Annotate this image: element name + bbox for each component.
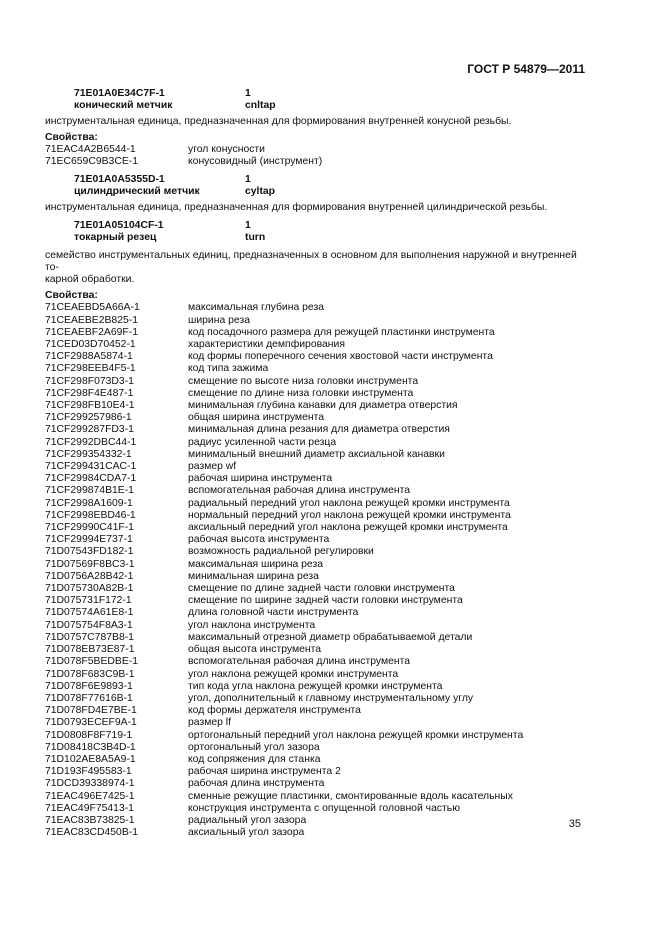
property-code: 71CEAEBF2A69F-1 xyxy=(45,326,138,338)
property-row xyxy=(45,595,585,607)
entry-description xyxy=(45,250,585,286)
entry-id: 71E01A05104CF-1 xyxy=(74,220,164,232)
entry-name: цилиндрический метчик xyxy=(74,186,200,198)
property-text: характеристики демпфирования xyxy=(188,339,345,351)
property-row xyxy=(45,571,585,583)
property-text: размер lf xyxy=(188,717,231,729)
property-row xyxy=(45,485,585,497)
property-code: 71EAC496E7425-1 xyxy=(45,790,135,802)
property-row xyxy=(45,388,585,400)
property-text: угол, дополнительный к главному инструментальному углу xyxy=(188,692,474,704)
property-code: 71CED03D70452-1 xyxy=(45,339,136,351)
property-code: 71D0756A28B42-1 xyxy=(45,570,134,582)
property-text: код формы поперечного сечения хвостовой части инструмента xyxy=(188,351,493,363)
property-code: 71EAC83B73825-1 xyxy=(45,814,135,826)
property-text: ширина реза xyxy=(188,314,250,326)
property-code: 71D078F683C9B-1 xyxy=(45,668,135,680)
property-row xyxy=(45,400,585,412)
property-code: 71D102AE8A5A9-1 xyxy=(45,753,136,765)
property-code: 71CF2998EBD46-1 xyxy=(45,509,136,521)
property-text: радиальный угол зазора xyxy=(188,814,307,826)
page-number: 35 xyxy=(568,818,581,830)
property-row xyxy=(45,473,585,485)
property-row xyxy=(45,510,585,522)
property-row xyxy=(45,461,585,473)
property-code: 71EAC4A2B6544-1 xyxy=(45,144,136,155)
property-row xyxy=(45,156,585,168)
property-text: вспомогательная рабочая длина инструмента xyxy=(188,485,411,497)
property-code: 71CF298F4E487-1 xyxy=(45,387,134,399)
standard-header: ГОСТ Р 54879—2011 xyxy=(467,62,585,76)
property-code: 71CF29994E737-1 xyxy=(45,534,133,546)
property-code: 71DCD39338974-1 xyxy=(45,778,135,790)
property-text: рабочая ширина инструмента 2 xyxy=(188,766,341,778)
property-row xyxy=(45,144,585,156)
property-code: 71CF2998A1609-1 xyxy=(45,497,133,509)
property-text: радиальный передний угол наклона режущей кромки инструмента xyxy=(188,497,510,509)
property-row xyxy=(45,717,585,729)
property-row xyxy=(45,424,585,436)
property-text: возможность радиальной регулировки xyxy=(188,546,374,558)
property-text: конусовидный (инструмент) xyxy=(188,156,323,168)
property-text: угол наклона режущей кромки инструмента xyxy=(188,668,399,680)
properties-list xyxy=(45,302,585,839)
entry-name: конический метчик xyxy=(74,100,173,111)
property-text: вспомогательная рабочая длина инструмента xyxy=(188,656,411,668)
property-code: 71CF299431CAC-1 xyxy=(45,461,137,473)
property-code: 71CF299354332-1 xyxy=(45,448,132,460)
entry-short-name: turn xyxy=(245,232,266,244)
entry-cylindrical-tap xyxy=(74,174,585,198)
property-text: максимальная глубина реза xyxy=(188,302,324,314)
property-code: 71D075730A82B-1 xyxy=(45,583,134,595)
entry-short-name: cyltap xyxy=(245,186,276,198)
property-code: 71D07543FD182-1 xyxy=(45,546,134,558)
property-row xyxy=(45,412,585,424)
property-text: смещение по ширине задней части головки инструмента xyxy=(188,595,463,607)
property-text: угол наклона инструмента xyxy=(188,619,316,631)
property-text: код типа зажима xyxy=(188,363,269,375)
property-text: код сопряжения для станка xyxy=(188,753,321,765)
property-row xyxy=(45,351,585,363)
description-line: семейство инструментальных единиц, предназначенных в основном для выполнения наружной и внутренней то- xyxy=(45,250,577,274)
property-text: размер wf xyxy=(188,461,237,473)
property-code: 71D0757C787B8-1 xyxy=(45,631,134,643)
property-text: максимальная ширина реза xyxy=(188,558,324,570)
property-row xyxy=(45,327,585,339)
property-text: нормальный передний угол наклона режущей кромки инструмента xyxy=(188,509,511,521)
property-row xyxy=(45,705,585,717)
property-code: 71D07569F8BC3-1 xyxy=(45,558,135,570)
entry-description: инструментальная единица, предназначенная для формирования внутренней цилиндрической резьбы. xyxy=(45,202,548,214)
property-code: 71CEAEBE2B825-1 xyxy=(45,314,138,326)
property-row xyxy=(45,315,585,327)
property-row xyxy=(45,437,585,449)
document-body xyxy=(45,88,585,839)
property-code: 71CF29990C41F-1 xyxy=(45,522,134,534)
property-row xyxy=(45,791,585,803)
property-text: минимальная глубина канавки для диаметра отверстия xyxy=(188,400,458,412)
property-row xyxy=(45,803,585,815)
property-text: смещение по длине низа головки инструмента xyxy=(188,387,414,399)
property-code: 71EC659C9B3CE-1 xyxy=(45,156,138,168)
property-text: ортогональный угол зазора xyxy=(188,741,320,753)
property-code: 71D08418C3B4D-1 xyxy=(45,741,136,753)
entry-version: 1 xyxy=(245,174,251,186)
property-code: 71CEAEBD5A66A-1 xyxy=(45,302,140,314)
entry-id: 71E01A0E34C7F-1 xyxy=(74,88,165,99)
entry-short-name: cnltap xyxy=(245,100,276,111)
property-row xyxy=(45,363,585,375)
property-text: аксиальный угол зазора xyxy=(188,827,305,839)
property-code: 71D075754F8A3-1 xyxy=(45,619,133,631)
property-row xyxy=(45,778,585,790)
property-code: 71D078F5BEDBE-1 xyxy=(45,656,138,668)
property-code: 71EAC83CD450B-1 xyxy=(45,827,138,839)
property-row xyxy=(45,449,585,461)
property-text: ортогональный передний угол наклона режущей кромки инструмента xyxy=(188,729,524,741)
property-code: 71CF29984CDA7-1 xyxy=(45,473,137,485)
property-code: 71D193F495583-1 xyxy=(45,766,132,778)
property-text: код посадочного размера для режущей пластинки инструмента xyxy=(188,326,495,338)
property-text: аксиальный передний угол наклона режущей кромки инструмента xyxy=(188,522,508,534)
property-text: конструкция инструмента с опущенной головной частью xyxy=(188,802,461,814)
entry-conical-tap xyxy=(74,88,585,112)
property-code: 71EAC49F75413-1 xyxy=(45,802,134,814)
property-text: сменные режущие пластинки, смонтированные вдоль касательных xyxy=(188,790,513,802)
property-code: 71CF2988A5874-1 xyxy=(45,351,133,363)
property-text: код формы держателя инструмента xyxy=(188,705,361,717)
property-code: 71D078F77616B-1 xyxy=(45,692,133,704)
property-text: рабочая длина инструмента xyxy=(188,778,325,790)
property-text: минимальная длина резания для диаметра отверстия xyxy=(188,424,450,436)
property-text: длина головной части инструмента xyxy=(188,607,359,619)
property-row xyxy=(45,522,585,534)
property-row xyxy=(45,339,585,351)
property-code: 71CF299257986-1 xyxy=(45,412,132,424)
property-code: 71CF2992DBC44-1 xyxy=(45,436,137,448)
property-text: общая высота инструмента xyxy=(188,644,322,656)
property-text: радиус усиленной части резца xyxy=(188,436,337,448)
entry-id: 71E01A0A5355D-1 xyxy=(74,174,165,186)
property-code: 71D0808F8F719-1 xyxy=(45,729,133,741)
properties-list xyxy=(45,144,585,168)
property-code: 71D07574A61E8-1 xyxy=(45,607,134,619)
property-row xyxy=(45,681,585,693)
property-row xyxy=(45,534,585,546)
property-text: минимальная ширина реза xyxy=(188,570,319,582)
property-row xyxy=(45,620,585,632)
property-row xyxy=(45,376,585,388)
property-text: рабочая ширина инструмента xyxy=(188,473,333,485)
entry-turning-tool xyxy=(74,220,585,244)
property-row xyxy=(45,607,585,619)
property-row xyxy=(45,669,585,681)
properties-label: Свойства: xyxy=(45,132,98,143)
property-code: 71D075731F172-1 xyxy=(45,595,132,607)
property-code: 71D0793ECEF9A-1 xyxy=(45,717,137,729)
property-row xyxy=(45,583,585,595)
property-row xyxy=(45,644,585,656)
property-text: максимальный отрезной диаметр обрабатываемой детали xyxy=(188,631,473,643)
property-row xyxy=(45,827,585,839)
property-row xyxy=(45,559,585,571)
property-row xyxy=(45,730,585,742)
property-row xyxy=(45,498,585,510)
property-code: 71D078F6E9893-1 xyxy=(45,680,133,692)
properties-label: Свойства: xyxy=(45,290,98,302)
property-code: 71CF298FB10E4-1 xyxy=(45,400,135,412)
property-row xyxy=(45,815,585,827)
property-row xyxy=(45,546,585,558)
property-row xyxy=(45,632,585,644)
entry-name: токарный резец xyxy=(74,232,157,244)
property-row xyxy=(45,766,585,778)
property-row xyxy=(45,742,585,754)
property-text: общая ширина инструмента xyxy=(188,412,325,424)
property-row xyxy=(45,754,585,766)
property-row xyxy=(45,302,585,314)
property-row xyxy=(45,693,585,705)
description-line: карной обработки. xyxy=(45,274,135,286)
property-text: смещение по длине задней части головки инструмента xyxy=(188,583,455,595)
property-text: смещение по высоте низа головки инструмента xyxy=(188,375,419,387)
property-code: 71D078EB73E87-1 xyxy=(45,644,135,656)
property-text: рабочая высота инструмента xyxy=(188,534,330,546)
property-text: тип кода угла наклона режущей кромки инструмента xyxy=(188,680,443,692)
property-code: 71CF298EEB4F5-1 xyxy=(45,363,136,375)
entry-version: 1 xyxy=(245,220,251,232)
property-text: минимальный внешний диаметр аксиальной канавки xyxy=(188,448,445,460)
property-code: 71CF299287FD3-1 xyxy=(45,424,134,436)
entry-version: 1 xyxy=(245,88,251,99)
property-row xyxy=(45,656,585,668)
property-text: угол конусности xyxy=(188,144,265,155)
entry-description: инструментальная единица, предназначенная для формирования внутренней конусной резьбы. xyxy=(45,116,512,127)
property-code: 71CF298F073D3-1 xyxy=(45,375,134,387)
property-code: 71D078FD4E7BE-1 xyxy=(45,705,137,717)
property-code: 71CF299874B1E-1 xyxy=(45,485,134,497)
